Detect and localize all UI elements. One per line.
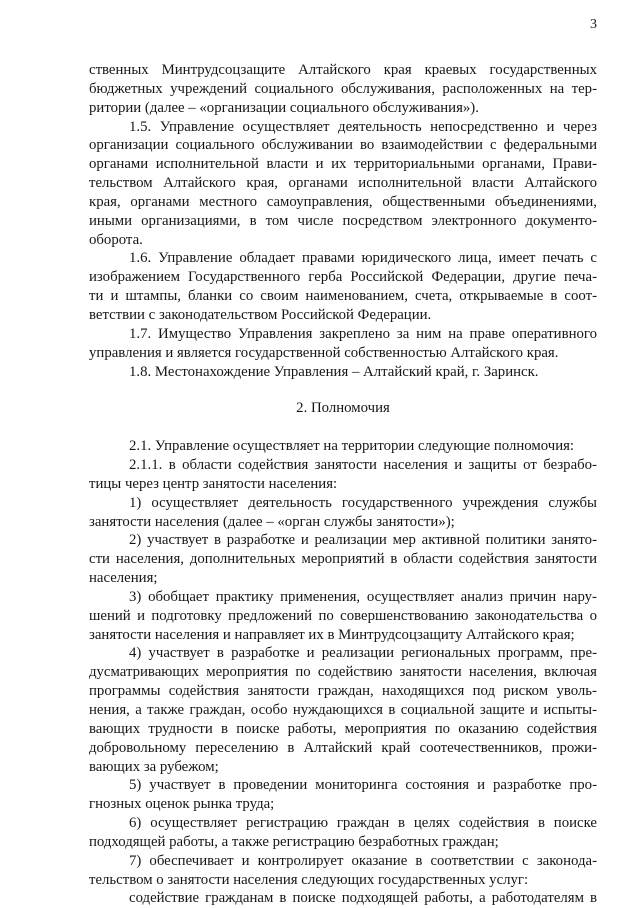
document-body xyxy=(89,61,597,908)
text-line: 7) обеспечивает и контролирует оказание в соответствии с законода- xyxy=(129,852,597,869)
text-line: дусматривающих мероприятия по содействию занятости населения, включая xyxy=(89,664,597,681)
text-line: подходящей работы, а также регистрацию безработных граждан; xyxy=(89,833,499,850)
text-line: ритории (далее – «организации социального обслуживания»). xyxy=(89,99,479,116)
text-line: изображением Государственного герба Российской Федерации, другие печа- xyxy=(89,269,597,286)
text-line: нения, а также граждан, особо нуждающихся в социальной защите и испыты- xyxy=(89,702,597,718)
text-line: программы содействия занятости граждан, находящихся под риском уволь- xyxy=(89,683,597,700)
text-line: вающих за рубежом; xyxy=(89,758,219,775)
text-line: 2.1.1. в области содействия занятости населения и защиты от безрабо- xyxy=(129,457,597,474)
text-line: 1.8. Местонахождение Управления – Алтайский край, г. Заринск. xyxy=(129,363,539,380)
text-line: 1) осуществляет деятельность государственного учреждения службы xyxy=(129,494,597,511)
text-line: 3) обобщает практику применения, осуществляет анализ причин нару- xyxy=(129,588,597,605)
text-line: 2) участвует в разработке и реализации мер активной политики занято- xyxy=(129,532,597,549)
section-heading: 2. Полномочия xyxy=(296,400,390,417)
text-line: органами исполнительной власти и их территориальными органами, Прави- xyxy=(89,156,597,173)
text-line: бюджетных учреждений социального обслуживания, расположенных на тер- xyxy=(89,80,597,97)
text-line: ти и штампы, бланки со своим наименованием, счета, открываемые в соот- xyxy=(89,288,597,305)
text-line: тельством о занятости населения следующих государственных услуг: xyxy=(89,871,529,888)
text-line: края, органами местного самоуправления, общественными объединениями, xyxy=(89,193,597,210)
text-line: ветствии с законодательством Российской Федерации. xyxy=(89,306,432,323)
text-line: 4) участвует в разработке и реализации региональных программ, пре- xyxy=(129,645,597,662)
text-line: гнозных оценок рынка труда; xyxy=(89,796,275,813)
text-line: шений и подготовку предложений по совершенствованию законодательства о xyxy=(89,607,597,624)
page-number: 3 xyxy=(590,17,597,32)
text-line: 6) осуществляет регистрацию граждан в целях содействия в поиске xyxy=(129,815,597,832)
text-line: сти населения, дополнительных мероприятий в области содействия занятости xyxy=(89,551,597,568)
text-line: 5) участвует в проведении мониторинга состояния и разработке про- xyxy=(129,777,597,794)
text-line: тицы через центр занятости населения: xyxy=(89,475,338,492)
text-line: ственных Минтрудсоцзащите Алтайского края краевых государственных xyxy=(89,62,597,78)
text-line: содействие гражданам в поиске подходящей работы, а работодателям в xyxy=(129,890,597,907)
text-line: занятости населения и направляет их в Минтрудсоцзащиту Алтайского края; xyxy=(89,626,575,643)
text-line: организации социального обслуживании во взаимодействии с федеральными xyxy=(89,137,597,154)
text-line: 1.7. Имущество Управления закреплено за ним на праве оперативного xyxy=(129,325,597,342)
text-line: оборота. xyxy=(89,231,143,248)
text-line: иными организациями, в том числе посредством электронного документо- xyxy=(89,212,597,229)
text-line: 1.5. Управление осуществляет деятельность непосредственно и через xyxy=(129,118,597,135)
text-line: 1.6. Управление обладает правами юридического лица, имеет печать с xyxy=(129,250,597,267)
text-line: тельством Алтайского края, органами исполнительной власти Алтайского xyxy=(89,175,597,192)
text-line: добровольному переселению в Алтайский край соотечественников, прожи- xyxy=(89,739,597,756)
text-line: занятости населения (далее – «орган службы занятости»); xyxy=(89,513,455,530)
text-line: вающих трудности в поиске работы, мероприятия по оказанию содействия xyxy=(89,720,597,737)
text-line: 2.1. Управление осуществляет на территории следующие полномочия: xyxy=(129,438,575,455)
text-line: управления и является государственной собственностью Алтайского края. xyxy=(89,344,559,361)
text-line: населения; xyxy=(89,570,158,587)
